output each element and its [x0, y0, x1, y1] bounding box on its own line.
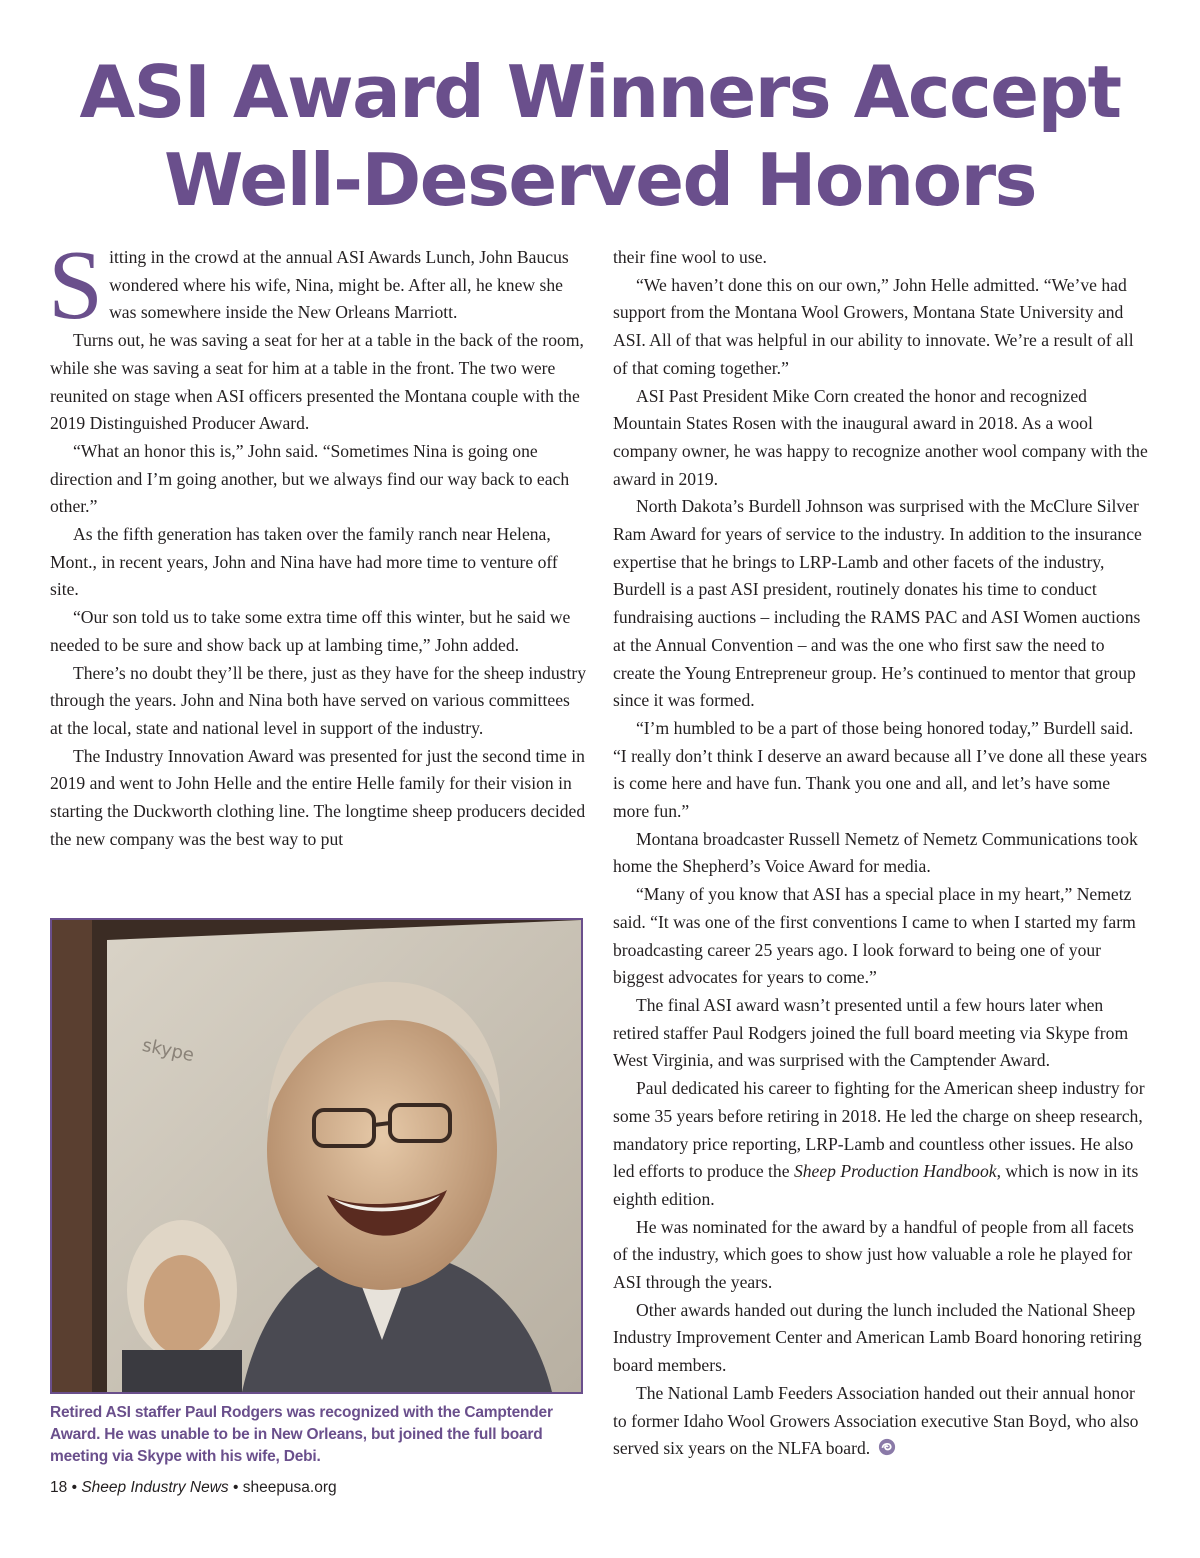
article-paragraph: North Dakota’s Burdell Johnson was surprised with the McClure Silver Ram Award for years of service to the industry. In addition to the insurance expertise that he brings to LRP-Lamb and other facets of the industry, Burdell is a past ASI president, routinely donates his time to conduct fundraising auctions – including the RAMS PAC and ASI Women auctions at the Annual Convention – and was the one who first saw the need to create the Young Entrepreneur group. He’s continued to mentor that group since it was formed. — [613, 496, 1142, 711]
article-paragraph: “We haven’t done this on our own,” John Helle admitted. “We’ve had support from the Montana Wool Growers, Montana State University and ASI. All of that was helpful in our ability to innovate. We’re a result of all of that coming together.” — [613, 274, 1134, 378]
article-paragraph: The final ASI award wasn’t presented until a few hours later when retired staffer Paul Rodgers joined the full board meeting via Skype from West Virginia, and was surprised with the Camptender Award. — [613, 994, 1129, 1071]
photo-caption: Retired ASI staffer Paul Rodgers was recognized with the Camptender Award. He was unable to be in New Orleans, but joined the full board meeting via Skype with his wife, Debi. — [50, 1404, 553, 1465]
book-title: Sheep Production Handbook — [793, 1161, 997, 1182]
skype-watermark: skype — [140, 1034, 196, 1067]
article-paragraph: Sitting in the crowd at the annual ASI Awards Lunch, John Baucus wondered where his wife, Nina, might be. After all, he knew she was somewhere inside the New Orleans Marriott. — [48, 231, 569, 340]
drop-cap: S — [48, 231, 104, 340]
asi-swirl-icon — [878, 1438, 896, 1456]
article-headline — [0, 48, 1200, 224]
article-paragraph: As the fifth generation has taken over the family ranch near Helena, Mont., in recent years, John and Nina have had more time to venture off site. — [50, 524, 558, 600]
article-paragraph: “What an honor this is,” John said. “Sometimes Nina is going one direction and I’m going another, but we always find our way back to each other.” — [50, 440, 570, 517]
article-paragraph: Montana broadcaster Russell Nemetz of Nemetz Communications took home the Shepherd’s Voice Award for media. — [613, 828, 1138, 877]
article-paragraph: The Industry Innovation Award was presented for just the second time in 2019 and went to John Helle and the entire Helle family for their vision in starting the Duckworth clothing line. The longtime sheep producers decided the new company was the best way to put — [50, 745, 586, 849]
article-paragraph: He was nominated for the award by a handful of people from all facets of the industry, which goes to show just how valuable a role he played for ASI through the years. — [613, 1216, 1134, 1293]
article-paragraph: The National Lamb Feeders Association handed out their annual honor to former Idaho Wool Growers Association executive Stan Boyd, who also served six years on the NLFA board. — [613, 1382, 1139, 1459]
headline-line-1: ASI Award Winners Accept — [79, 50, 1121, 134]
article-paragraph: “Many of you know that ASI has a special place in my heart,” Nemetz said. “It was one of the first conventions I came to when I started my farm broadcasting career 25 years ago. I look forward to being one of your biggest advocates for years to come.” — [613, 884, 1136, 988]
page-footer: 18 • Sheep Industry News • sheepusa.org — [50, 1479, 337, 1496]
article-paragraph: There’s no doubt they’ll be there, just as they have for the sheep industry through the years. John and Nina both have served on various committees at the local, state and national level in support of the industry. — [50, 662, 587, 738]
article-paragraph: Turns out, he was saving a seat for her at a table in the back of the room, while she was saving a seat for him at a table in the front. The two were reunited on stage when ASI officers presented the Montana couple with the 2019 Distinguished Producer Award. — [50, 330, 584, 434]
headline-line-2: Well-Deserved Honors — [164, 138, 1036, 222]
article-paragraph: Paul dedicated his career to fighting for the American sheep industry for some 35 years before retiring in 2018. He led the charge on sheep research, mandatory price reporting, LRP-Lamb and countless other issues. He also led efforts to produce the Sheep Production Handbook, which is now in its eighth edition. — [613, 1078, 1145, 1209]
article-paragraph: “Our son told us to take some extra time off this winter, but he said we needed to be sure and show back up at lambing time,” John added. — [50, 607, 571, 655]
left-column — [48, 231, 587, 853]
article-photo — [50, 918, 583, 1394]
website-link[interactable]: sheepusa.org — [242, 1479, 337, 1496]
article-paragraph: their fine wool to use. — [613, 247, 767, 267]
right-column — [613, 244, 1149, 1463]
page-number: 18 — [50, 1479, 68, 1496]
publication-name: Sheep Industry News — [81, 1479, 229, 1496]
article-paragraph: ASI Past President Mike Corn created the honor and recognized Mountain States Rosen with the inaugural award in 2018. As a wool company owner, he was happy to recognize another wool company with the award in 2019. — [613, 385, 1148, 489]
article-paragraph: Other awards handed out during the lunch included the National Sheep Industry Improvement Center and American Lamb Board honoring retiring board members. — [613, 1299, 1142, 1376]
article-paragraph: “I’m humbled to be a part of those being honored today,” Burdell said. “I really don’t think I deserve an award because all I’ve done all these years is come here and have fun. Thank you one and all, and let’s have some more fun.” — [613, 717, 1148, 822]
